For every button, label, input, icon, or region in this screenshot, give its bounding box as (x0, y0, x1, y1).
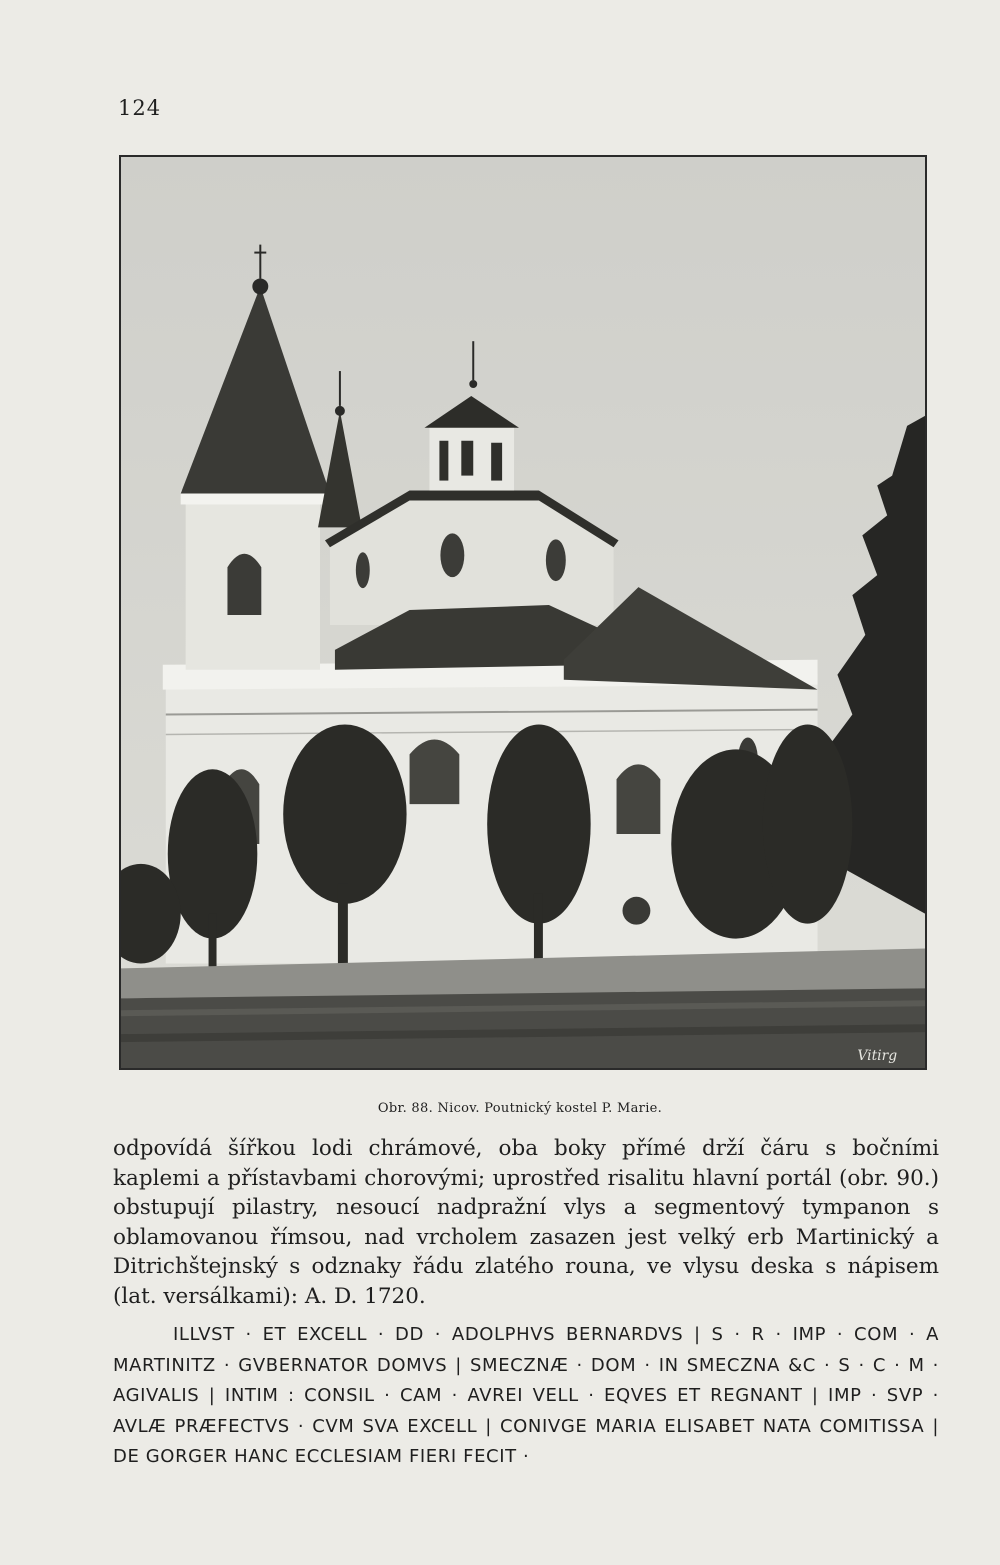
latin-inscription (113, 1320, 939, 1473)
body-paragraph (113, 1134, 939, 1311)
page-number: 124 (118, 96, 162, 120)
paragraph-text: odpovídá šířkou lodi chrámové, oba boky přímé drží čáru s bočními kaplemi a přístavbami chorovými; uprostřed risalitu hlavní portál (obr. 90.) obstupují pilastry, nesoucí nadpražní vlys a segmentový tympanon s oblamovanou římsou, nad vrcholem zasazen jest velký erb Martinický a Ditrichštejnský s odznaky řádu zlatého rouna, ve vlysu deska s nápisem (lat. versálkami): A. D. 1720. (113, 1136, 939, 1309)
church-illustration (121, 157, 925, 1068)
inscription-text: ILLVST · ET EXCELL · DD · ADOLPHVS BERNARDVS | S · R · IMP · COM · A MARTINITZ · GVBERNATOR DOMVS | SMECZNÆ · DOM · IN SMECZNA &C · S · C · M · AGIVALIS | INTIM : CONSIL · CAM · AVREI VELL · EQVES ET REGNANT | IMP · SVP · AVLÆ PRÆFECTVS · CVM SVA EXCELL | CONIVGE MARIA ELISABET NATA COMITISSA | DE GORGER HANC ECCLESIAM FIERI FECIT · (113, 1324, 939, 1467)
figure-caption (0, 1101, 1000, 1116)
church-photograph (119, 155, 927, 1070)
caption-text: Obr. 88. Nicov. Poutnický kostel P. Marie. (377, 1101, 663, 1116)
artist-signature: Vitirg (857, 1048, 898, 1065)
